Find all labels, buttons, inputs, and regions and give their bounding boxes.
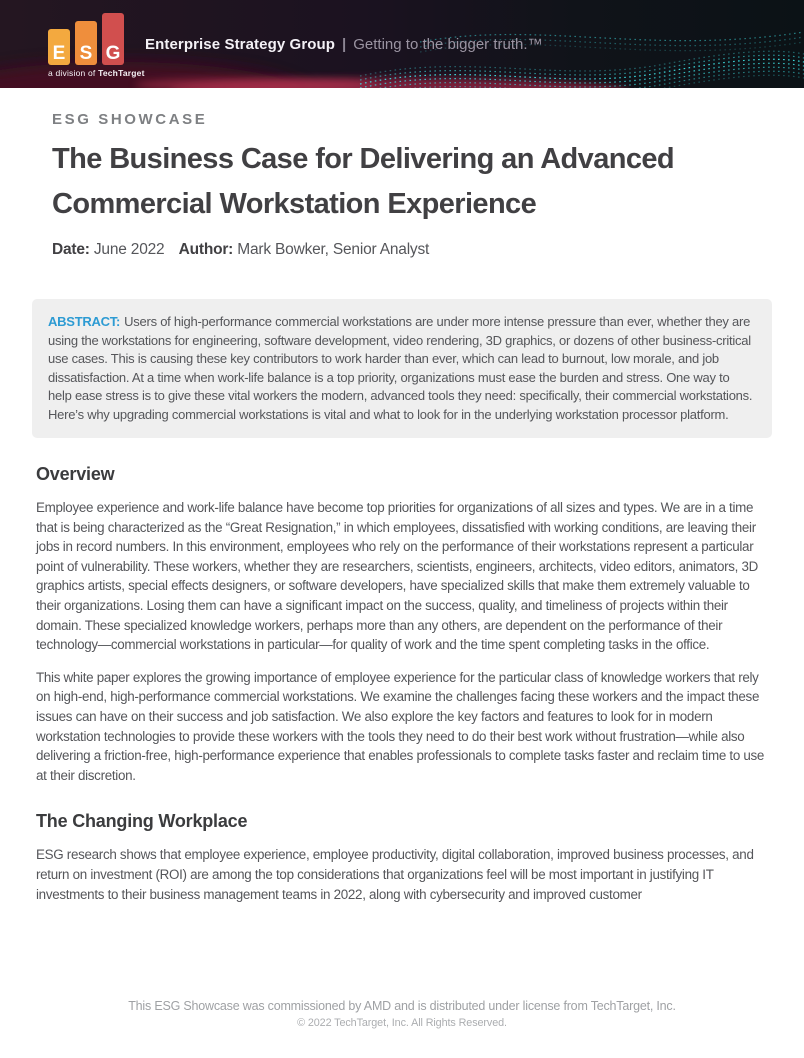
- brand-tagline: Getting to the bigger truth.™: [353, 36, 543, 53]
- paragraph: ESG research shows that employee experience, employee productivity, digital collaboration, improved business processes, and return on investment (ROI) are among the top considerations that organizations feel will be most important in justifying IT investments to their business management teams in 2022, along with cybersecurity and improved customer: [36, 847, 754, 902]
- date-value: June 2022: [93, 241, 165, 258]
- logo-tagline: a division of TechTarget: [48, 68, 145, 78]
- logo-tagline-brand: TechTarget: [98, 68, 145, 78]
- logo-bar-g: G: [102, 13, 124, 65]
- paragraph: This white paper explores the growing importance of employee experience for the particular class of knowledge workers that rely on high-end, high-performance commercial workstations. We examine the challenges facing these workers and the impact these issues can have on their success and job satisfaction. We also explore the key factors and features to look for in modern workstation technologies to provide these workers with the tools they need to do their best work without frustration—while also delivering a friction-free, high-performance experience that enables professionals to complete tasks faster and reclaim time to use at their discretion.: [36, 669, 765, 783]
- footer-copyright-line: © 2022 TechTarget, Inc. All Rights Reserved.: [297, 1017, 507, 1029]
- author-value: Mark Bowker, Senior Analyst: [237, 241, 430, 258]
- paragraph: Employee experience and work-life balance have become top priorities for organizations of all sizes and types. We are in a time that is being characterized as the “Great Resignation,” in which employees, dissatisfied with working conditions, are leaving their jobs in record numbers. In this environment, employees who rely on the performance of their workstations represent a particular point of vulnerability. These workers, whether they are researchers, scientists, engineers, architects, video editors, animators, 3D graphics artists, special effects designers, or software developers, have specialized skills that make them extremely valuable to their organizations. Losing them can have a significant impact on the success, quality, and timeliness of projects within their domain. These specialized knowledge workers, perhaps more than any others, are dependent on the performance of their technology—commercial workstations in particular—for quality of work and the time spent completing tasks in the office.: [36, 500, 759, 653]
- page-footer: [0, 999, 804, 1029]
- footer-commission-line: This ESG Showcase was commissioned by AMD and is distributed under license from TechTarget, Inc.: [128, 999, 676, 1013]
- abstract-label: ABSTRACT:: [48, 314, 121, 329]
- abstract-text: Users of high-performance commercial workstations are under more intense pressure than ever, whether they are using the workstations for engineering, software development, video rendering, 3D graphics, or dozens of other business-critical use cases. This is causing these key contributors to work harder than ever, which can lead to burnout, low morale, and job dissatisfaction. At a time when work-life balance is a top priority, organizations must ease the burden and stress. One way to help ease stress is to give these vital workers the modern, advanced tools they need: specifically, their commercial workstations. Here’s why upgrading commercial workstations is vital and what to look for in the underlying workstation processor platform.: [48, 314, 753, 422]
- brand-name: Enterprise Strategy Group: [145, 36, 336, 53]
- page-title: The Business Case for Delivering an Advanced Commercial Workstation Experience: [52, 143, 675, 220]
- brand-line: [145, 36, 543, 53]
- meta-line: [52, 241, 752, 259]
- body-column: [36, 464, 768, 904]
- date-label: Date:: [52, 241, 90, 258]
- esg-logo-bars: [48, 13, 145, 65]
- eyebrow-label: ESG SHOWCASE: [52, 111, 208, 128]
- logo-bar-e: E: [48, 29, 70, 65]
- abstract-panel: [32, 299, 772, 438]
- abstract-paragraph: [48, 313, 756, 424]
- hero-banner: [0, 0, 804, 88]
- section-heading-changing-workplace: The Changing Workplace: [36, 811, 248, 832]
- brand-separator: |: [342, 36, 347, 53]
- esg-logo: [48, 13, 145, 78]
- logo-bar-s: S: [75, 21, 97, 65]
- author-label: Author:: [178, 241, 234, 258]
- section-heading-overview: Overview: [36, 464, 115, 484]
